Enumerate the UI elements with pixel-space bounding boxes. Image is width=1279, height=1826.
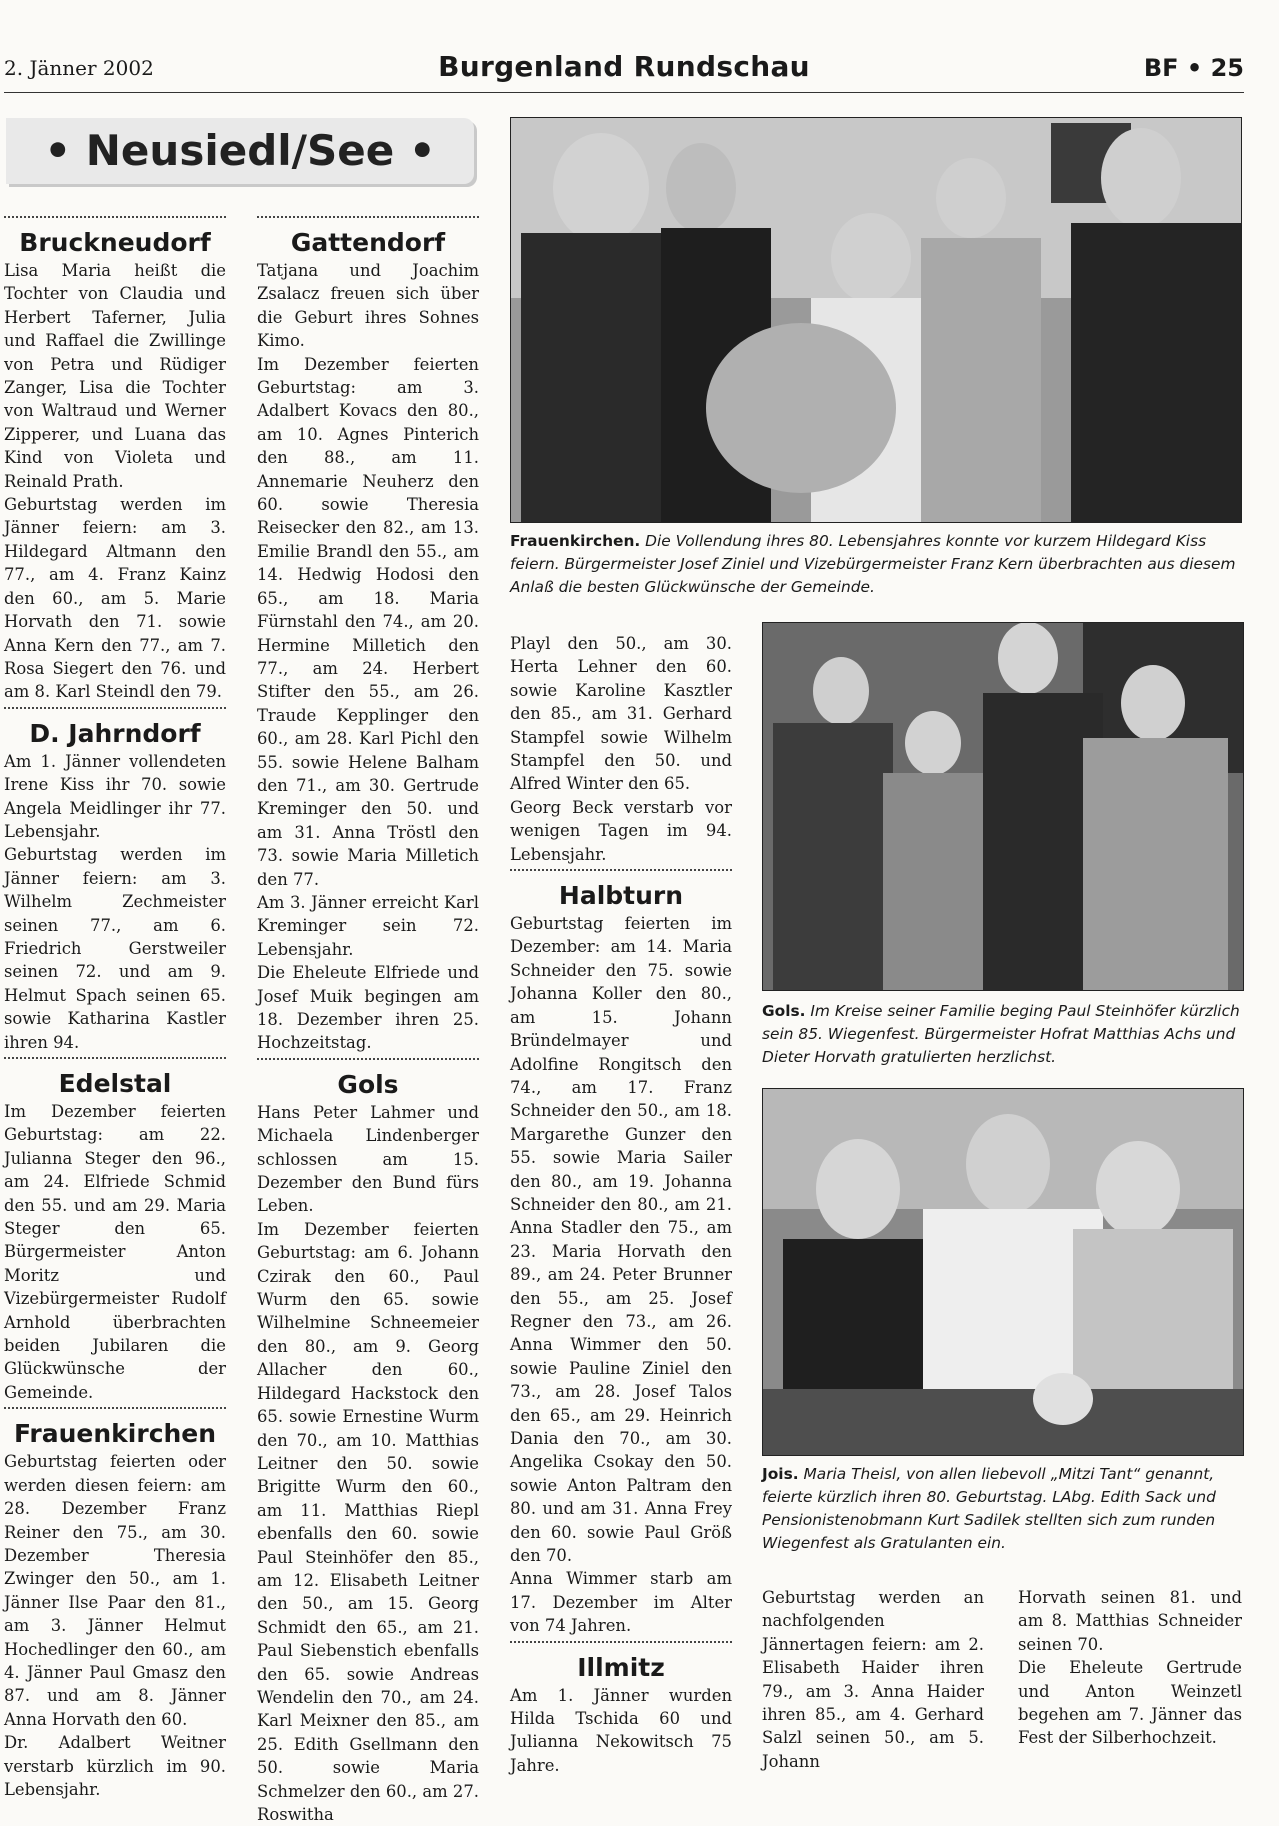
article-paragraph: Playl den 50., am 30. Herta Lehner den 60. sowie Karoline Kasztler den 85., am 31. Gerhard Stampfel sowie Wilhelm Stampfel den 50. und Alfred Winter den 65.: [510, 634, 732, 794]
caption-place: Gols.: [762, 1002, 806, 1020]
column-jois-a: [762, 1586, 984, 1773]
article-paragraph: Die Eheleute Elfriede und Josef Muik begingen am 18. Dezember ihren 25. Hochzeitstag.: [257, 963, 479, 1053]
caption-gols: [762, 1000, 1242, 1069]
photo-frauenkirchen: [510, 117, 1242, 523]
article-paragraph: Horvath seinen 81. und am 8. Matthias Schneider seinen 70.: [1018, 1588, 1242, 1654]
photo-gols: [762, 622, 1244, 991]
column-2: [257, 216, 479, 1826]
section-title-gols: Gols: [257, 1058, 479, 1101]
section-title-frauenkirchen: Frauenkirchen: [4, 1407, 226, 1450]
caption-text: Im Kreise seiner Familie beging Paul Steinhöfer kürzlich sein 85. Wiegenfest. Bürgermeister Hofrat Matthias Achs und Dieter Horvath gratulierten herzlichst.: [762, 1002, 1240, 1066]
caption-place: Jois.: [762, 1465, 799, 1483]
column-3: [510, 632, 732, 1777]
article-paragraph: Geburtstag feierten oder werden diesen feiern: am 28. Dezember Franz Reiner den 75., am 30. Dezember Theresia Zwinger den 50., am 1. Jänner Ilse Paar den 81., am 3. Jänner Helmut Hochedlinger den 60., am 4. Jänner Paul Gmasz den 87. und am 8. Jänner Anna Horvath den 60.: [4, 1452, 226, 1729]
article-paragraph: Geburtstag werden im Jänner feiern: am 3. Wilhelm Zechmeister seinen 77., am 6. Friedrich Gerstweiler seinen 72. und am 9. Helmut Spach seinen 65. sowie Katharina Kastler ihren 94.: [4, 845, 226, 1052]
article-paragraph: Die Eheleute Gertrude und Anton Weinzetl begehen am 7. Jänner das Fest der Silberhochzeit.: [1018, 1658, 1242, 1748]
section-title-gattendorf: Gattendorf: [257, 216, 479, 259]
section-title-halbturn: Halbturn: [510, 869, 732, 912]
section-title-djahrndorf: D. Jahrndorf: [4, 707, 226, 750]
section-title-bruckneudorf: Bruckneudorf: [4, 216, 226, 259]
photo-jois: [762, 1088, 1244, 1456]
caption-text: Maria Theisl, von allen liebevoll „Mitzi Tant“ genannt, feierte kürzlich ihren 80. Geburtstag. LAbg. Edith Sack und Pensionistenobmann Kurt Sadilek stellten sich zum runden Wiegenfest als Gratulanten ein.: [762, 1465, 1216, 1552]
page-header: [4, 48, 1244, 93]
article-paragraph: Im Dezember feierten Geburtstag: am 6. Johann Czirak den 60., Paul Wurm den 65. sowie Wilhelmine Schneemeier den 80., am 9. Georg Allacher den 60., Hildegard Hackstock den 65. sowie Ernestine Wurm den 70., am 10. Matthias Leitner den 50. sowie Brigitte Wurm den 60., am 11. Matthias Riepl ebenfalls den 60. sowie Paul Steinhöfer den 85., am 12. Elisabeth Leitner den 50., am 15. Georg Schmidt den 65., am 21. Paul Siebenstich ebenfalls den 65. sowie Andreas Wendelin den 70., am 24. Karl Meixner den 85., am 25. Edith Gsellmann den 50. sowie Maria Schmelzer den 60., am 27. Roswitha: [257, 1219, 479, 1824]
caption-place: Frauenkirchen.: [510, 532, 641, 550]
article-paragraph: Im Dezember feierten Geburtstag: am 22. Julianna Steger den 96., am 24. Elfriede Schmid den 55. und am 29. Maria Steger den 65. Bürgermeister Anton Moritz und Vizebürgermeister Rudolf Arnhold überbrachten beiden Jubilaren die Glückwünsche der Gemeinde.: [4, 1102, 226, 1402]
article-paragraph: Georg Beck verstarb vor wenigen Tagen im 94. Lebensjahr.: [510, 797, 732, 864]
article-paragraph: Am 1. Jänner wurden Hilda Tschida 60 und Julianna Nekowitsch 75 Jahre.: [510, 1685, 732, 1775]
column-1: [4, 216, 226, 1801]
newspaper-title: Burgenland Rundschau: [438, 50, 810, 83]
article-paragraph: Geburtstag werden an nachfolgenden Jännertagen feiern: am 2. Elisabeth Haider ihren 79., am 3. Anna Haider ihren 85., am 4. Gerhard Salzl seinen 50., am 5. Johann: [762, 1588, 984, 1771]
article-paragraph: Hans Peter Lahmer und Michaela Lindenberger schlossen am 15. Dezember den Bund fürs Leben.: [257, 1102, 479, 1216]
article-paragraph: Am 1. Jänner vollendeten Irene Kiss ihr 70. sowie Angela Meidlinger ihr 77. Lebensjahr.: [4, 751, 226, 841]
article-paragraph: Lisa Maria heißt die Tochter von Claudia und Herbert Taferner, Julia und Raffael die Zwillinge von Petra und Rüdiger Zanger, Lisa die Tochter von Waltraud und Werner Zipperer, und Luana das Kind von Violeta und Reinald Prath.: [4, 261, 226, 491]
region-banner: [6, 118, 474, 184]
article-paragraph: Am 3. Jänner erreicht Karl Kreminger sein 72. Lebensjahr.: [257, 892, 479, 959]
article-paragraph: Geburtstag werden im Jänner feiern: am 3. Hildegard Altmann den 77., am 4. Franz Kainz den 60., am 5. Marie Horvath den 71. sowie Anna Kern den 77., am 7. Rosa Siegert den 76. und am 8. Karl Steindl den 79.: [4, 495, 226, 702]
caption-frauenkirchen: [510, 530, 1244, 599]
section-title-illmitz: Illmitz: [510, 1641, 732, 1684]
article-paragraph: Geburtstag feierten im Dezember: am 14. Maria Schneider den 75. sowie Johanna Koller den 80., am 15. Johann Bründelmayer und Adolfine Rongitsch den 74., am 17. Franz Schneider den 50., am 18. Margarethe Gunzer den 55. sowie Maria Sailer den 80., am 19. Johanna Schneider den 80., am 21. Anna Stadler den 75., am 23. Maria Horvath den 89., am 24. Peter Brunner den 55., am 25. Josef Regner den 73., am 26. Anna Wimmer den 50. sowie Pauline Ziniel den 73., am 28. Josef Talos den 65., am 29. Heinrich Dania den 70., am 30. Angelika Csokay den 50. sowie Anton Paltram den 80. und am 31. Anna Frey den 60. sowie Paul Größ den 70.: [510, 914, 732, 1566]
caption-text: Die Vollendung ihres 80. Lebensjahres konnte vor kurzem Hildegard Kiss feiern. Bürgermeister Josef Ziniel und Vizebürgermeister Franz Kern überbrachten aus diesem Anlaß die besten Glückwünsche der Gemeinde.: [510, 532, 1236, 596]
article-paragraph: Anna Wimmer starb am 17. Dezember im Alter von 74 Jahren.: [510, 1569, 732, 1636]
article-paragraph: Tatjana und Joachim Zsalacz freuen sich über die Geburt ihres Sohnes Kimo.: [257, 261, 479, 351]
page-number: BF • 25: [1143, 54, 1244, 82]
section-title-edelstal: Edelstal: [4, 1057, 226, 1100]
column-jois-b: [1018, 1586, 1242, 1750]
article-paragraph: Im Dezember feierten Geburtstag: am 3. Adalbert Kovacs den 80., am 10. Agnes Pinterich den 88., am 11. Annemarie Neuherz den 60. sowie Theresia Reisecker den 82., am 13. Emilie Brandl den 55., am 14. Hedwig Hodosi den 65., am 18. Maria Fürnstahl den 74., am 20. Hermine Milletich den 77., am 24. Herbert Stifter den 55., am 26. Traude Kepplinger den 60., am 28. Karl Pichl den 55. sowie Helene Balham den 71., am 30. Gertrude Kreminger den 50. und am 31. Anna Tröstl den 73. sowie Maria Milletich den 77.: [257, 354, 479, 889]
region-title: • Neusiedl/See •: [44, 126, 436, 175]
article-paragraph: Dr. Adalbert Weitner verstarb kürzlich im 90. Lebensjahr.: [4, 1733, 226, 1799]
caption-jois: [762, 1463, 1242, 1555]
issue-date: 2. Jänner 2002: [4, 56, 154, 80]
